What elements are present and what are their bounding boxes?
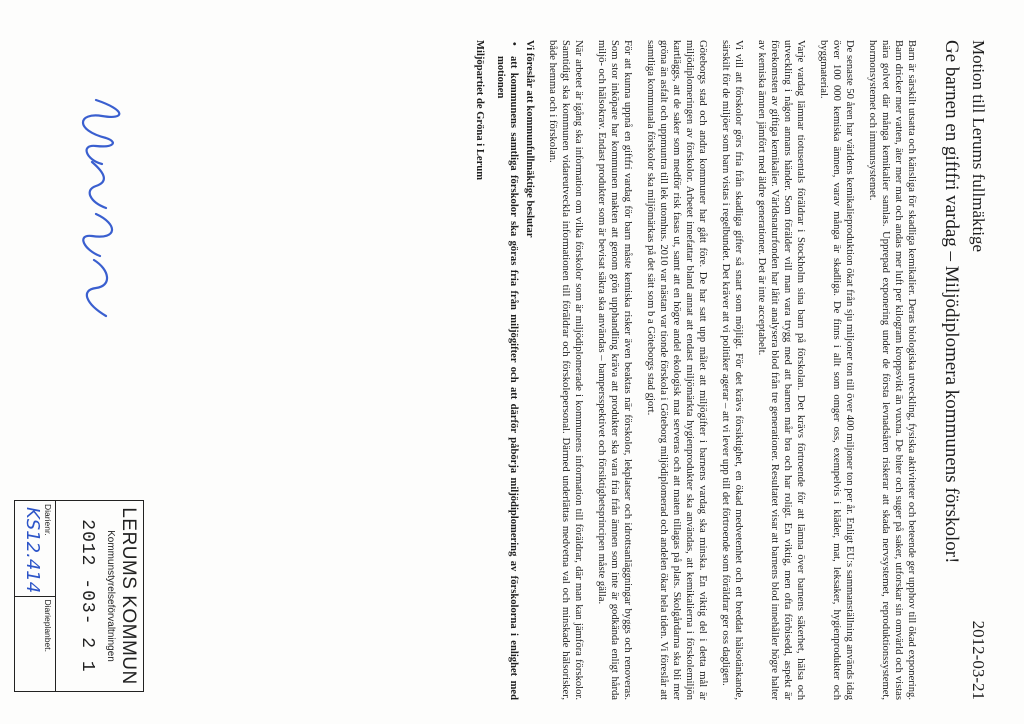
diarienr-value: KS12.414: [22, 507, 43, 594]
document-body: [473, 40, 918, 700]
paragraph-4: Vi vill att förskolor görs fria från skadliga gifter så snart som möjligt. För det krävs försiktighet, en ökad medvetenhet och ett breddat hälsotänkande, särskilt för de miljöer som barn vistas i regelbundet. Det kräver att vi politiker agerar – att vi lever upp till det förtroende som föräldrar ger oss dagligen.: [720, 40, 744, 700]
registry-stamp: [14, 500, 144, 692]
header-left: Motion till Lerums fullmäktige: [969, 40, 988, 253]
stamp-org: LERUMS KOMMUN: [118, 507, 139, 685]
document-title: Ge barnen en giftfri vardag – Miljödiplomera kommunens förskolor!: [941, 40, 962, 564]
paragraph-3: Varje vardag lämnar tiotusentals föräldrar i Stockholm sina barn på förskolan. Det krävs förtroende för att lämna över barnens säkerhet, hälsa och utveckling i någon annans händer. Som förälder vill man vara trygg med att barnen mår bra och har roligt. En viktig, men ofta förbisedd, aspekt är förekomsten av giftiga kemikalier. Världsnaturfonden har låtit analysera blod från tre generationer. Resultatet visar att barnens blod innehåller högre halter av kemiska ämnen jämfört med äldre generationer. Det är inte acceptabelt.: [756, 40, 806, 700]
proposal-bullet: • att kommunens samtliga förskolor ska göras fria från miljögifter och att därför påbörja miljödiplomering av förskolorna i enlighet med motionen: [494, 40, 520, 700]
paragraph-6: För att kunna uppnå en giftfri vardag för barn måste kemiska risker även beaktas när förskolor, lekplatser och idrottsanläggningar byggs och renoveras. Som stor inköpare har kommunen makten att genom grön upphandling kräva att produkter ska vara fria från ämnen som inte är godkända enligt hårda miljö- och hälsokrav. Endast produkter som är bevisat säkra ska användas – bampersspektivet och försiktighetsprincipen måste gälla.: [596, 40, 633, 700]
diarienr-cell: [15, 501, 55, 596]
stamp-date: 2012 -03- 2 1: [77, 519, 97, 673]
handwritten-signature: [56, 90, 136, 330]
paragraph-5: Göteborgs stad och andra kommuner har gått före. De har satt upp målet att miljögifter i barnens vardag ska minska. En viktig del i detta mål är miljödiplomeringen av förskolor. Arbetet innefattar bland annat att endast miljömärkta hygienprodukter ska användas, att kemikalierna i förskolemiljön kartläggs, att de saker som medför risk fasas ut, samt att en högre andel ekologisk mat serveras och att maten tillagas på plats. Skolgårdarna ska bli mer gröna än asfalt och uppmuntra till lek utomhus. 2010 var nästan var tionde förskola i Göteborg miljödiplomerad och andelen ökar hela tiden. Vi föreslår att samtliga kommunala förskolor ska miljömärkas på det sätt som b a Göteborgs stad gjort.: [645, 40, 708, 700]
proposal-heading: Vi föreslår att kommunfullmäktige beslutar: [524, 40, 535, 238]
diarieplan-cell: [15, 596, 55, 692]
stamp-dept: Kommunstyrelseförvaltningen: [105, 530, 116, 662]
diarieplan-label: Diarieplanbet.: [43, 599, 53, 652]
paragraph-7: När arbetet är igång ska information om vilka förskolor som är miljödiplomerade i kommunens information till föräldrar, där man kan jämföra förskolor. Samtidigt ska kommunen vidareutveckla informationen till föräldrar och förskolepersonal. Därmed underlättas medvetna val och minskade hälsorisker, både hemma och i förskolan.: [547, 40, 584, 700]
stamp-row: [15, 501, 56, 691]
party-name: Miljöpartiet de Gröna i Lerum: [474, 40, 485, 181]
diarienr-label: Diarienr.: [43, 504, 53, 536]
paragraph-2: De senaste 50 åren har världens kemikalieproduktion ökat från sju miljoner ton till över 400 miljoner ton per år. Enligt EU:s sammanställning används idag över 100 000 kemiska ämnen, varav många är skadliga. De finns i allt som omger oss, exempelvis i kläder, mat, leksaker, hygienprodukter och byggmaterial.: [818, 40, 855, 700]
paragraph-1: Barn är särskilt utsatta och känsliga för skadliga kemikalier. Deras biologiska utveckling, fysiska aktiviteter och beteende ger upphov till ökad exponering. Barn dricker mer vatten, äter mer mat och andas mer luft per kilogram kroppsvikt än vuxna. De biter och suger på saker, utforskar sin omvärld och vistas nära golvet där många kemikalier samlas. Upprepad exponering under de första levnadsåren riskerar att skada nervsystemet, reproduktionssystemet, hormonsystemet och immunsystemet.: [867, 40, 917, 700]
header-date: 2012-03-21: [969, 620, 988, 700]
document-header: [968, 40, 988, 700]
